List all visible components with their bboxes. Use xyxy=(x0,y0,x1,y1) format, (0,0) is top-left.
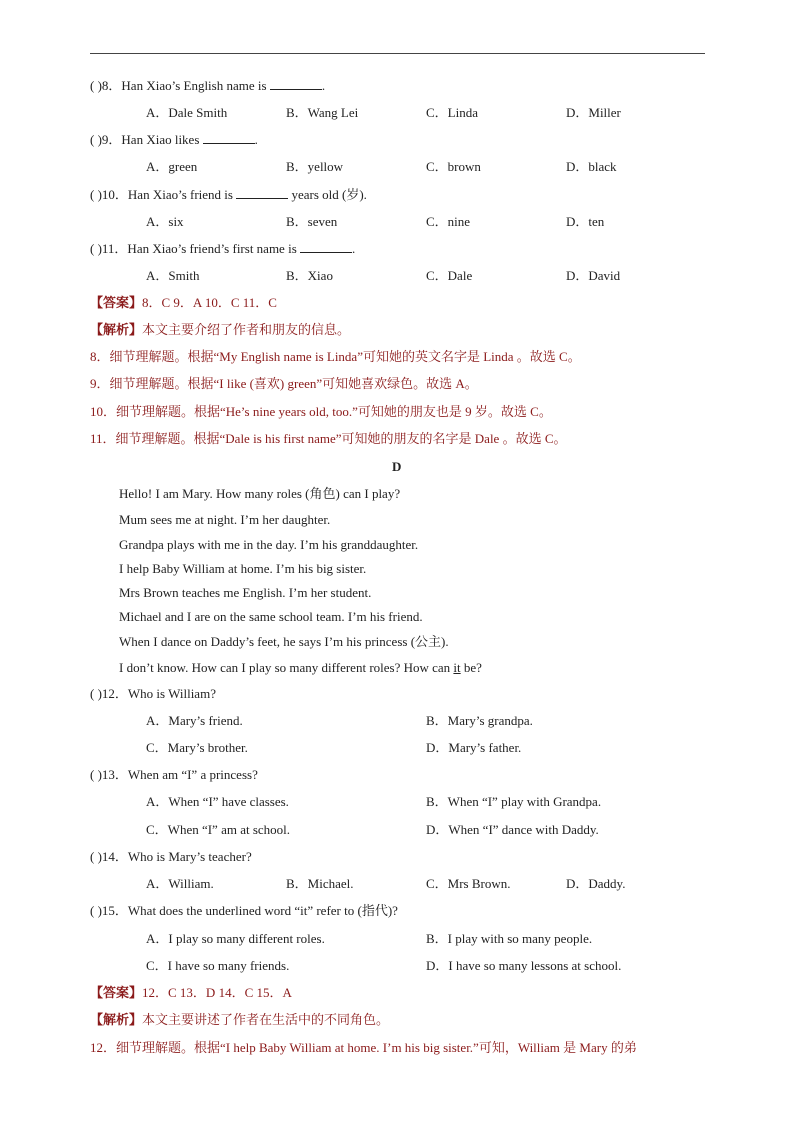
option-c: C．Mrs Brown. xyxy=(426,876,511,891)
question-10-stem: ( )10．Han Xiao’s friend is years old (岁). xyxy=(90,187,367,202)
option-d: D．David xyxy=(566,268,621,283)
option-a: A．Mary’s friend. xyxy=(146,713,243,728)
question-11-stem: ( )11．Han Xiao’s friend’s first name is . xyxy=(90,241,356,256)
answer-blank xyxy=(203,132,255,144)
option-c: C．When “I” am at school. xyxy=(146,822,291,837)
option-c: C．Linda xyxy=(426,105,478,120)
explanation-detail: 9．细节理解题。根据“I like (喜欢) green”可知她喜欢绿色。故选 A。 xyxy=(90,376,478,391)
answer-text: 8．C 9．A 10．C 11．C xyxy=(142,295,277,310)
passage-line: I help Baby William at home. I’m his big sister. xyxy=(119,561,367,576)
option-a: A．I play so many different roles. xyxy=(146,931,325,946)
explanation-line xyxy=(90,322,350,338)
question-12-stem: ( )12．Who is William? xyxy=(90,686,216,701)
section-title: D xyxy=(392,459,402,474)
passage-line: When I dance on Daddy’s feet, he says I’m his princess (公主). xyxy=(119,634,449,649)
passage-line: Mrs Brown teaches me English. I’m her student. xyxy=(119,585,372,600)
option-a: A．six xyxy=(146,214,184,229)
option-a: A．Dale Smith xyxy=(146,105,228,120)
option-d: D．Mary’s father. xyxy=(426,740,522,755)
answer-blank xyxy=(300,241,352,253)
option-c: C．Mary’s brother. xyxy=(146,740,248,755)
option-b: B．Michael. xyxy=(286,876,354,891)
passage-line: I don’t know. How can I play so many different roles? How can it be? xyxy=(119,660,482,675)
option-d: D．I have so many lessons at school. xyxy=(426,958,622,973)
answer-line xyxy=(90,295,277,311)
explanation-text: 本文主要讲述了作者在生活中的不同角色。 xyxy=(142,1012,390,1027)
explanation-tag: 【解析】 xyxy=(90,1012,143,1027)
option-a: A．William. xyxy=(146,876,214,891)
option-d: D．Daddy. xyxy=(566,876,626,891)
option-c: C．nine xyxy=(426,214,471,229)
explanation-text: 本文主要介绍了作者和朋友的信息。 xyxy=(142,322,351,337)
question-9-stem: ( )9．Han Xiao likes . xyxy=(90,132,258,147)
option-b: B．Xiao xyxy=(286,268,333,283)
question-8-stem: ( )8．Han Xiao’s English name is . xyxy=(90,78,326,93)
question-13-stem: ( )13．When am “I” a princess? xyxy=(90,767,258,782)
answer-blank xyxy=(270,78,322,90)
answer-tag: 【答案】 xyxy=(90,985,143,1000)
explanation-tag: 【解析】 xyxy=(90,322,143,337)
option-b: B．Mary’s grandpa. xyxy=(426,713,533,728)
option-a: A．green xyxy=(146,159,198,174)
passage-line: Grandpa plays with me in the day. I’m his granddaughter. xyxy=(119,537,419,552)
passage-line: Michael and I are on the same school team. I’m his friend. xyxy=(119,609,423,624)
option-b: B．I play with so many people. xyxy=(426,931,593,946)
option-a: A．When “I” have classes. xyxy=(146,794,289,809)
option-d: D．Miller xyxy=(566,105,621,120)
explanation-detail: 8．细节理解题。根据“My English name is Linda”可知她的英文名字是 Linda 。故选 C。 xyxy=(90,349,581,364)
explanation-detail: 11．细节理解题。根据“Dale is his first name”可知她的朋友的名字是 Dale 。故选 C。 xyxy=(90,431,567,446)
answer-tag: 【答案】 xyxy=(90,295,143,310)
explanation-line xyxy=(90,1012,389,1028)
question-15-stem: ( )15．What does the underlined word “it” refer to (指代)? xyxy=(90,903,398,918)
option-c: C．brown xyxy=(426,159,481,174)
option-c: C．Dale xyxy=(426,268,473,283)
option-c: C．I have so many friends. xyxy=(146,958,290,973)
answer-line xyxy=(90,985,292,1001)
explanation-detail: 12．细节理解题。根据“I help Baby William at home. I’m his big sister.”可知，William 是 Mary 的弟 xyxy=(90,1040,637,1055)
option-b: B．When “I” play with Grandpa. xyxy=(426,794,602,809)
option-b: B．seven xyxy=(286,214,338,229)
header-rule xyxy=(90,53,705,54)
option-d: D．When “I” dance with Daddy. xyxy=(426,822,599,837)
explanation-detail: 10．细节理解题。根据“He’s nine years old, too.”可知她的朋友也是 9 岁。故选 C。 xyxy=(90,404,552,419)
underlined-word: it xyxy=(453,660,461,675)
passage-line: Mum sees me at night. I’m her daughter. xyxy=(119,512,331,527)
passage-line: Hello! I am Mary. How many roles (角色) can I play? xyxy=(119,486,401,501)
option-d: D．black xyxy=(566,159,617,174)
option-a: A．Smith xyxy=(146,268,200,283)
option-b: B．yellow xyxy=(286,159,344,174)
option-b: B．Wang Lei xyxy=(286,105,359,120)
answer-blank xyxy=(236,187,288,199)
option-d: D．ten xyxy=(566,214,605,229)
answer-text: 12．C 13．D 14．C 15．A xyxy=(142,985,292,1000)
question-14-stem: ( )14．Who is Mary’s teacher? xyxy=(90,849,252,864)
